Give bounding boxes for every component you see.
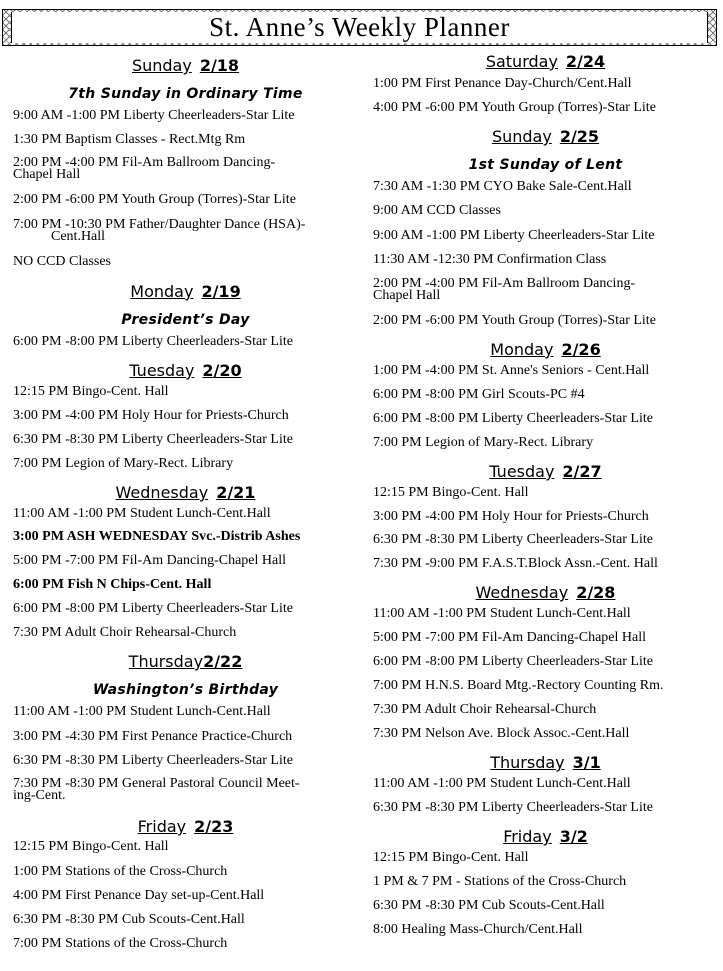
day-header-thursday-2-22 bbox=[13, 652, 358, 672]
day-date: 2/26 bbox=[561, 340, 601, 359]
event-item: 6:00 PM -8:00 PM Liberty Cheerleaders-Star Lite bbox=[373, 654, 653, 669]
event-item: 5:00 PM -7:00 PM Fil-Am Dancing-Chapel Hall bbox=[373, 630, 646, 645]
event-item: 11:30 AM -12:30 PM Confirmation Class bbox=[373, 252, 607, 267]
event-item: 6:30 PM -8:30 PM Liberty Cheerleaders-Star Lite bbox=[373, 532, 653, 547]
event-line: 7:30 PM -8:30 PM General Pastoral Council Meet- bbox=[13, 776, 300, 791]
event-line: ing-Cent. bbox=[13, 788, 66, 803]
day-header-wednesday-2-21 bbox=[13, 483, 358, 503]
day-name: Tuesday bbox=[489, 462, 555, 481]
event-line: Chapel Hall bbox=[373, 288, 441, 303]
event-item: 4:00 PM -6:00 PM Youth Group (Torres)-Star Lite bbox=[373, 100, 656, 115]
page-title: St. Anne’s Weekly Planner bbox=[209, 12, 510, 42]
day-header-monday-2-26 bbox=[373, 340, 718, 360]
event-item: 1:00 PM First Penance Day-Church/Cent.Hall bbox=[373, 76, 632, 91]
event-item: 11:00 AM -1:00 PM Student Lunch-Cent.Hall bbox=[373, 776, 631, 791]
event-item: 7:30 AM -1:30 PM CYO Bake Sale-Cent.Hall bbox=[373, 179, 632, 194]
event-item: 9:00 AM -1:00 PM Liberty Cheerleaders-Star Lite bbox=[13, 108, 295, 123]
event-item: 1:00 PM -4:00 PM St. Anne's Seniors - Cent.Hall bbox=[373, 363, 650, 378]
event-line: 2:00 PM -4:00 PM Fil-Am Ballroom Dancing- bbox=[13, 155, 276, 170]
day-name: Sunday bbox=[131, 56, 192, 75]
day-date: 3/2 bbox=[559, 827, 588, 846]
day-name: Monday bbox=[130, 282, 194, 301]
event-item: 12:15 PM Bingo-Cent. Hall bbox=[13, 839, 169, 854]
event-item: 6:00 PM Fish N Chips-Cent. Hall bbox=[13, 577, 212, 592]
event-item: 7:30 PM -9:00 PM F.A.S.T.Block Assn.-Cent. Hall bbox=[373, 556, 658, 571]
event-item: 6:00 PM -8:00 PM Girl Scouts-PC #4 bbox=[373, 387, 585, 402]
event-item: 6:30 PM -8:30 PM Liberty Cheerleaders-Star Lite bbox=[373, 800, 653, 815]
day-date: 2/18 bbox=[199, 56, 240, 75]
day-date: 2/20 bbox=[202, 361, 242, 380]
event-item: 3:00 PM -4:00 PM Holy Hour for Priests-Church bbox=[13, 408, 289, 423]
day-date: 2/21 bbox=[216, 483, 256, 502]
day-name: Wednesday bbox=[115, 483, 209, 502]
event-item bbox=[13, 157, 358, 181]
day-header-sunday-2-18 bbox=[13, 56, 358, 76]
day-header-thursday-3-1 bbox=[373, 753, 718, 773]
event-item: 3:00 PM -4:00 PM Holy Hour for Priests-Church bbox=[373, 509, 649, 524]
day-subheading: 7th Sunday in Ordinary Time bbox=[68, 86, 303, 102]
day-date: 2/24 bbox=[565, 52, 606, 71]
day-header-wednesday-2-28 bbox=[373, 583, 718, 603]
event-item: 7:30 PM Adult Choir Rehearsal-Church bbox=[373, 702, 597, 717]
day-header-tuesday-2-20 bbox=[13, 361, 358, 381]
event-item: 2:00 PM -6:00 PM Youth Group (Torres)-Star Lite bbox=[373, 313, 656, 328]
event-item: NO CCD Classes bbox=[13, 254, 112, 269]
event-item: 4:00 PM First Penance Day set-up-Cent.Hall bbox=[13, 888, 265, 903]
event-item: 12:15 PM Bingo-Cent. Hall bbox=[373, 850, 529, 865]
day-name: Thursday bbox=[490, 753, 565, 772]
day-header-tuesday-2-27 bbox=[373, 462, 718, 482]
event-item: 7:30 PM Adult Choir Rehearsal-Church bbox=[13, 625, 237, 640]
day-date: 2/23 bbox=[194, 817, 234, 836]
event-item: 6:30 PM -8:30 PM Liberty Cheerleaders-Star Lite bbox=[13, 432, 293, 447]
event-item: 6:00 PM -8:00 PM Liberty Cheerleaders-Star Lite bbox=[13, 601, 293, 616]
day-name: Sunday bbox=[491, 127, 552, 146]
event-item: 12:15 PM Bingo-Cent. Hall bbox=[13, 384, 169, 399]
event-item: 6:30 PM -8:30 PM Liberty Cheerleaders-Star Lite bbox=[13, 753, 293, 768]
day-date: 2/25 bbox=[559, 127, 600, 146]
event-item: 1:30 PM Baptism Classes - Rect.Mtg Rm bbox=[13, 132, 246, 147]
day-subheading: Washington’s Birthday bbox=[92, 682, 279, 698]
day-header-monday-2-19 bbox=[13, 282, 358, 302]
title-box bbox=[11, 12, 708, 43]
event-item: 11:00 AM -1:00 PM Student Lunch-Cent.Hall bbox=[13, 506, 271, 521]
day-header-friday-2-23 bbox=[13, 817, 358, 837]
event-item: 6:30 PM -8:30 PM Cub Scouts-Cent.Hall bbox=[373, 898, 605, 913]
event-item: 12:15 PM Bingo-Cent. Hall bbox=[373, 485, 529, 500]
event-item: 7:30 PM Nelson Ave. Block Assoc.-Cent.Hall bbox=[373, 726, 630, 741]
day-name: Saturday bbox=[485, 52, 558, 71]
event-item: 6:00 PM -8:00 PM Liberty Cheerleaders-Star Lite bbox=[13, 334, 293, 349]
title-banner bbox=[2, 9, 717, 46]
event-item bbox=[373, 278, 718, 302]
event-item: 8:00 Healing Mass-Church/Cent.Hall bbox=[373, 922, 583, 937]
event-item bbox=[13, 778, 358, 802]
event-item: 2:00 PM -6:00 PM Youth Group (Torres)-Star Lite bbox=[13, 192, 296, 207]
day-name: Monday bbox=[490, 340, 554, 359]
day-name: Wednesday bbox=[475, 583, 569, 602]
day-header-sunday-2-25 bbox=[373, 127, 718, 147]
event-item: 7:00 PM Legion of Mary-Rect. Library bbox=[13, 456, 234, 471]
event-item: 9:00 AM CCD Classes bbox=[373, 203, 501, 218]
day-name: Friday bbox=[503, 827, 552, 846]
day-name: Thursday bbox=[128, 652, 204, 671]
day-date: 3/1 bbox=[572, 753, 601, 772]
day-name: Friday bbox=[137, 817, 187, 836]
day-date: 2/22 bbox=[203, 652, 243, 671]
event-item: 7:00 PM H.N.S. Board Mtg.-Rectory Counting Rm. bbox=[373, 678, 664, 693]
event-item: 5:00 PM -7:00 PM Fil-Am Dancing-Chapel Hall bbox=[13, 553, 286, 568]
event-item: 1 PM & 7 PM - Stations of the Cross-Church bbox=[373, 874, 627, 889]
day-header-friday-3-2 bbox=[373, 827, 718, 847]
event-line: Cent.Hall bbox=[51, 229, 106, 244]
day-date: 2/27 bbox=[562, 462, 602, 481]
event-item: 9:00 AM -1:00 PM Liberty Cheerleaders-Star Lite bbox=[373, 228, 655, 243]
event-item: 11:00 AM -1:00 PM Student Lunch-Cent.Hall bbox=[373, 606, 631, 621]
day-name: Tuesday bbox=[129, 361, 195, 380]
event-item: 6:30 PM -8:30 PM Cub Scouts-Cent.Hall bbox=[13, 912, 245, 927]
event-line: 7:00 PM -10:30 PM Father/Daughter Dance (HSA)- bbox=[13, 217, 306, 232]
event-item: 1:00 PM Stations of the Cross-Church bbox=[13, 864, 228, 879]
event-item: 3:00 PM ASH WEDNESDAY Svc.-Distrib Ashes bbox=[13, 529, 301, 544]
event-line: 2:00 PM -4:00 PM Fil-Am Ballroom Dancing- bbox=[373, 276, 636, 291]
event-item: 3:00 PM -4:30 PM First Penance Practice-Church bbox=[13, 729, 293, 744]
day-header-saturday-2-24 bbox=[373, 52, 718, 72]
day-date: 2/19 bbox=[201, 282, 241, 301]
event-line: Chapel Hall bbox=[13, 167, 81, 182]
event-item: 11:00 AM -1:00 PM Student Lunch-Cent.Hall bbox=[13, 704, 271, 719]
day-subheading: President’s Day bbox=[121, 312, 250, 328]
day-date: 2/28 bbox=[576, 583, 616, 602]
event-item: 7:00 PM Legion of Mary-Rect. Library bbox=[373, 435, 594, 450]
event-item bbox=[13, 219, 358, 243]
event-item: 6:00 PM -8:00 PM Liberty Cheerleaders-Star Lite bbox=[373, 411, 653, 426]
event-item: 7:00 PM Stations of the Cross-Church bbox=[13, 936, 228, 951]
day-subheading: 1st Sunday of Lent bbox=[468, 157, 623, 173]
